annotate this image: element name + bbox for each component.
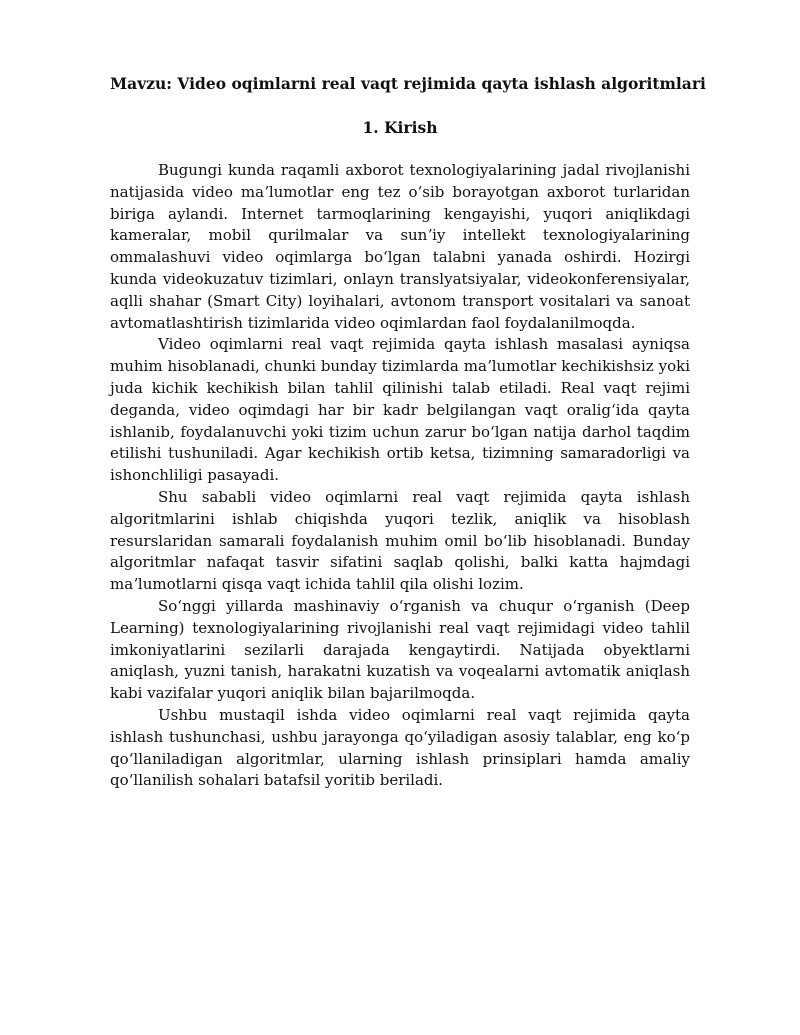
paragraph-2: Video oqimlarni real vaqt rejimida qayta ishlash masalasi ayniqsa muhim hisoblanadi, chunki bunday tizimlarda maʼlumotlar kechikishsiz yoki juda kichik kechikish bilan tahlil qilinishi talab etiladi. Real vaqt rejimi deganda, video oqimdagi har bir kadr belgilangan vaqt oraligʻida qayta ishlanib, foydalanuvchi yoki tizim uchun zarur boʻlgan natija darhol taqdim etilishi tushuniladi. Agar kechikish ortib ketsa, tizimning samaradorligi va ishonchliligi pasayadi. (110, 335, 690, 485)
paragraph-3: Shu sababli video oqimlarni real vaqt rejimida qayta ishlash algoritmlarini ishlab chiqishda yuqori tezlik, aniqlik va hisoblash resurslaridan samarali foydalanish muhim omil boʻlib hisoblanadi. Bunday algoritmlar nafaqat tasvir sifatini saqlab qolishi, balki katta hajmdagi maʼlumotlarni qisqa vaqt ichida tahlil qila olishi lozim. (110, 487, 690, 594)
paragraph-4: Soʻnggi yillarda mashinaviy oʻrganish va chuqur oʻrganish (Deep Learning) texnologiyalarining rivojlanishi real vaqt rejimidagi video tahlil imkoniyatlarini sezilarli darajada kengaytirdi. Natijada obyektlarni aniqlash, yuzni tanish, harakatni kuzatish va voqealarni avtomatik aniqlash kabi vazifalar yuqori aniqlik bilan bajarilmoqda. (110, 596, 690, 703)
paragraph-5: Ushbu mustaqil ishda video oqimlarni real vaqt rejimida qayta ishlash tushunchasi, ushbu jarayonga qoʻyiladigan asosiy talablar, eng koʻp qoʻllaniladigan algoritmlar, ularning ishlash prinsiplari hamda amaliy qoʻllanilish sohalari batafsil yoritib beriladi. (110, 705, 690, 790)
document-page (110, 72, 706, 792)
section-heading-introduction: 1. Kirish (362, 118, 438, 137)
document-body (110, 160, 690, 792)
document-title: Mavzu: Video oqimlarni real vaqt rejimida qayta ishlash algoritmlari (110, 74, 706, 93)
paragraph-1: Bugungi kunda raqamli axborot texnologiyalarining jadal rivojlanishi natijasida video maʼlumotlar eng tez oʻsib borayotgan axborot turlaridan biriga aylandi. Internet tarmoqlarining kengayishi, yuqori aniqlikdagi kameralar, mobil qurilmalar va sunʼiy intellekt texnologiyalarining ommalashuvi video oqimlarga boʻlgan talabni yanada oshirdi. Hozirgi kunda videokuzatuv tizimlari, onlayn translyatsiyalar, videokonferensiyalar, aqlli shahar (Smart City) loyihalari, avtonom transport vositalari va sanoat avtomatlashtirish tizimlarida video oqimlardan faol foydalanilmoqda. (110, 161, 690, 332)
